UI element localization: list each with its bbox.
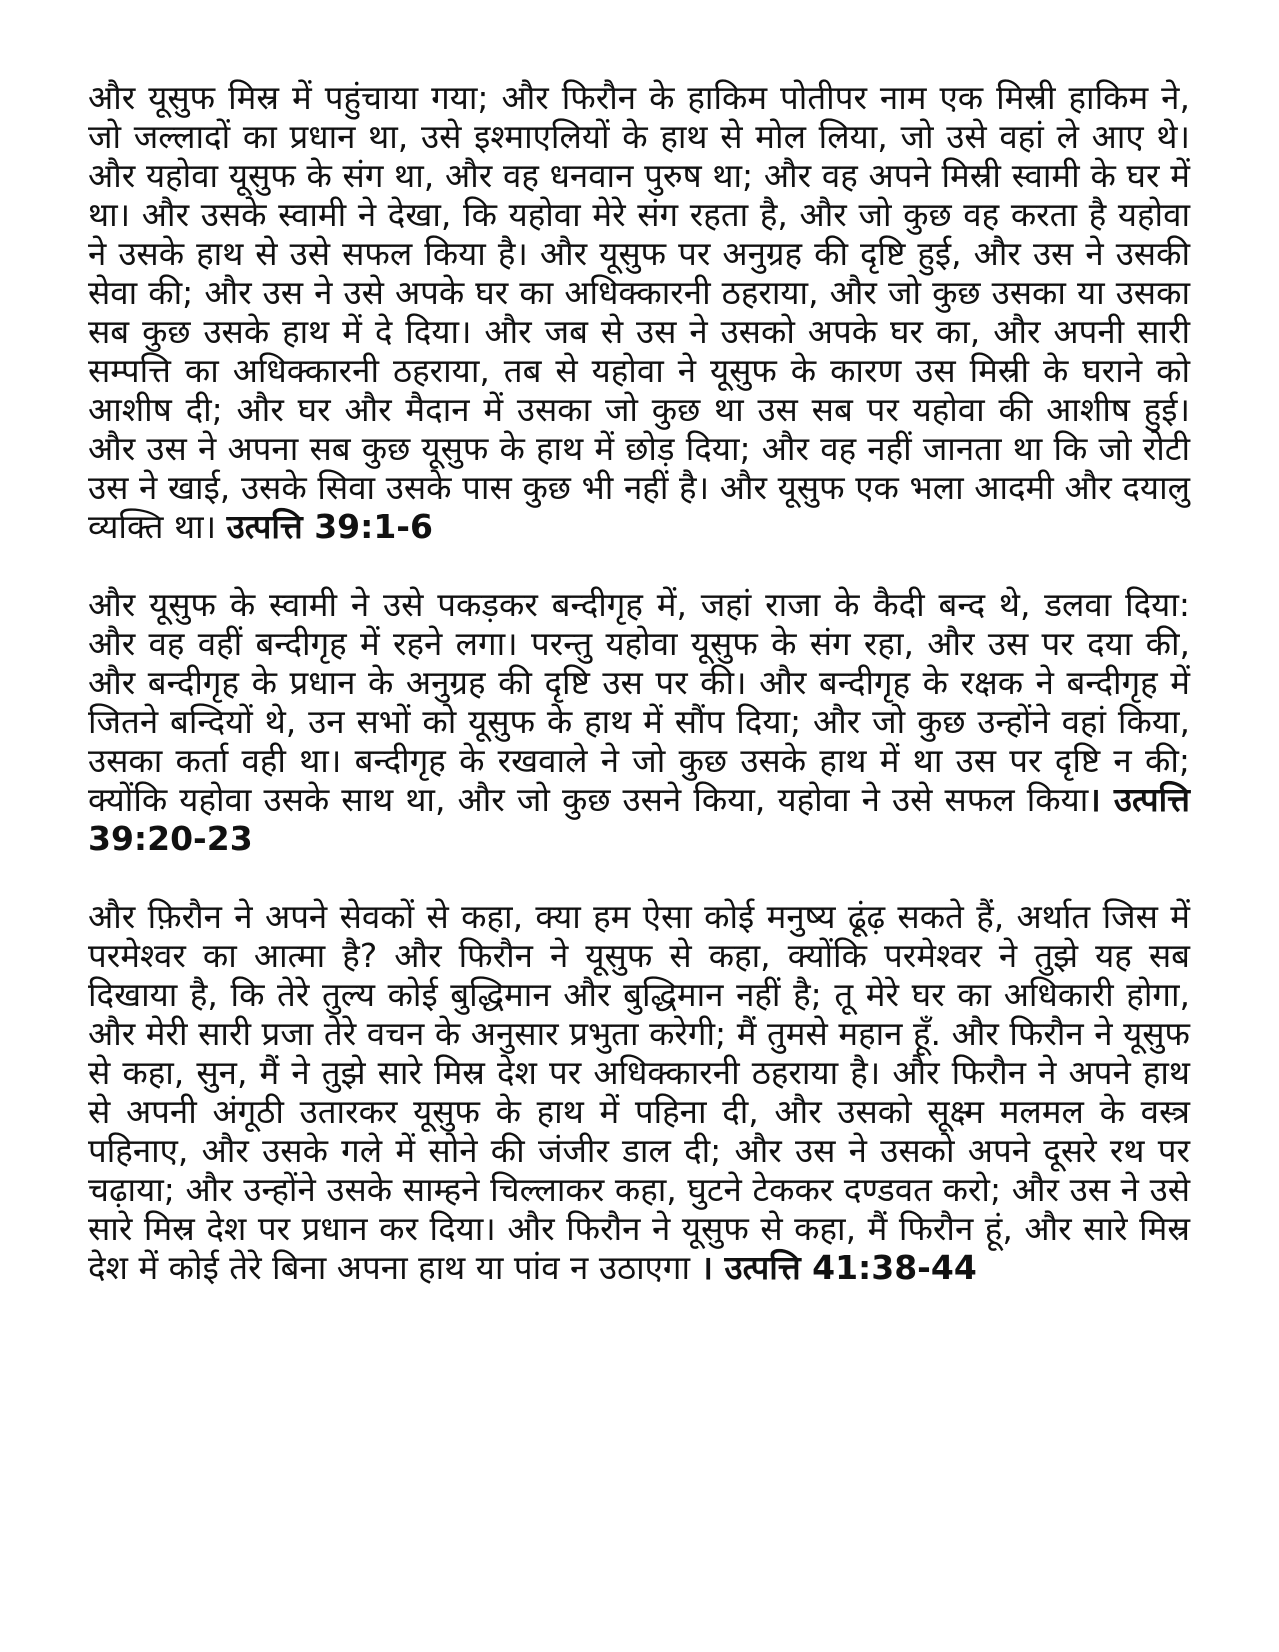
passage-genesis-41-38-44: [88, 897, 1190, 1287]
passage-genesis-39-20-23: [88, 585, 1190, 858]
scripture-reference: । उत्पत्ति 39:20-23: [88, 780, 1190, 858]
scripture-reference: उत्पत्ति 39:1-6: [226, 507, 433, 546]
passage-text: और यूसुफ मिस्र में पहुंचाया गया; और फिरौन के हाकिम पोतीपर नाम एक मिस्री हाकिम ने, जो जल्लादों का प्रधान था, उसे इश्माएलियों के हाथ से मोल लिया, जो उसे वहां ले आए थे। और यहोवा यूसुफ के संग था, और वह धनवान पुरुष था; और वह अपने मिस्री स्वामी के घर में था। और उसके स्वामी ने देखा, कि यहोवा मेरे संग रहता है, और जो कुछ वह करता है यहोवा ने उसके हाथ से उसे सफल किया है। और यूसुफ पर अनुग्रह की दृष्टि हुई, और उस ने उसकी सेवा की; और उस ने उसे अपके घर का अधिक्कारनी ठहराया, और जो कुछ उसका या उसका सब कुछ उसके हाथ में दे दिया। और जब से उस ने उसको अपके घर का, और अपनी सारी सम्पत्ति का अधिक्कारनी ठहराया, तब से यहोवा ने यूसुफ के कारण उस मिस्री के घराने को आशीष दी; और घर और मैदान में उसका जो कुछ था उस सब पर यहोवा की आशीष हुई। और उस ने अपना सब कुछ यूसुफ के हाथ में छोड़ दिया; और वह नहीं जानता था कि जो रोटी उस ने खाई, उसके सिवा उसके पास कुछ भी नहीं है। और यूसुफ एक भला आदमी और दयालु व्यक्ति था।: [88, 78, 1190, 546]
scripture-reference: । उत्पत्ति 41:38-44: [700, 1248, 977, 1287]
document-page: [88, 78, 1190, 1326]
passage-text: और यूसुफ के स्वामी ने उसे पकड़कर बन्दीगृह में, जहां राजा के कैदी बन्द थे, डलवा दिया: और वह वहीं बन्दीगृह में रहने लगा। परन्तु यहोवा यूसुफ के संग रहा, और उस पर दया की, और बन्दीगृह के प्रधान के अनुग्रह की दृष्टि उस पर की। और बन्दीगृह के रक्षक ने बन्दीगृह में जितने बन्दियों थे, उन सभों को यूसुफ के हाथ में सौंप दिया; और जो कुछ उन्होंने वहां किया, उसका कर्ता वही था। बन्दीगृह के रखवाले ने जो कुछ उसके हाथ में था उस पर दृष्टि न की; क्योंकि यहोवा उसके साथ था, और जो कुछ उसने किया, यहोवा ने उसे सफल किया: [88, 585, 1190, 819]
passage-genesis-39-1-6: [88, 78, 1190, 546]
passage-text: और फ़िरौन ने अपने सेवकों से कहा, क्या हम ऐसा कोई मनुष्य ढूंढ़ सकते हैं, अर्थात जिस में परमेश्वर का आत्मा है? और फिरौन ने यूसुफ से कहा, क्योंकि परमेश्वर ने तुझे यह सब दिखाया है, कि तेरे तुल्य कोई बुद्धिमान और बुद्धिमान नहीं है; तू मेरे घर का अधिकारी होगा, और मेरी सारी प्रजा तेरे वचन के अनुसार प्रभुता करेगी; मैं तुमसे महान हूँ. और फिरौन ने यूसुफ से कहा, सुन, मैं ने तुझे सारे मिस्र देश पर अधिक्कारनी ठहराया है। और फिरौन ने अपने हाथ से अपनी अंगूठी उतारकर यूसुफ के हाथ में पहिना दी, और उसको सूक्ष्म मलमल के वस्त्र पहिनाए, और उसके गले में सोने की जंजीर डाल दी; और उस ने उसको अपने दूसरे रथ पर चढ़ाया; और उन्होंने उसके साम्हने चिल्लाकर कहा, घुटने टेककर दण्डवत करो; और उस ने उसे सारे मिस्र देश पर प्रधान कर दिया। और फिरौन ने यूसुफ से कहा, मैं फिरौन हूं, और सारे मिस्र देश में कोई तेरे बिना अपना हाथ या पांव न उठाएगा: [88, 897, 1190, 1287]
